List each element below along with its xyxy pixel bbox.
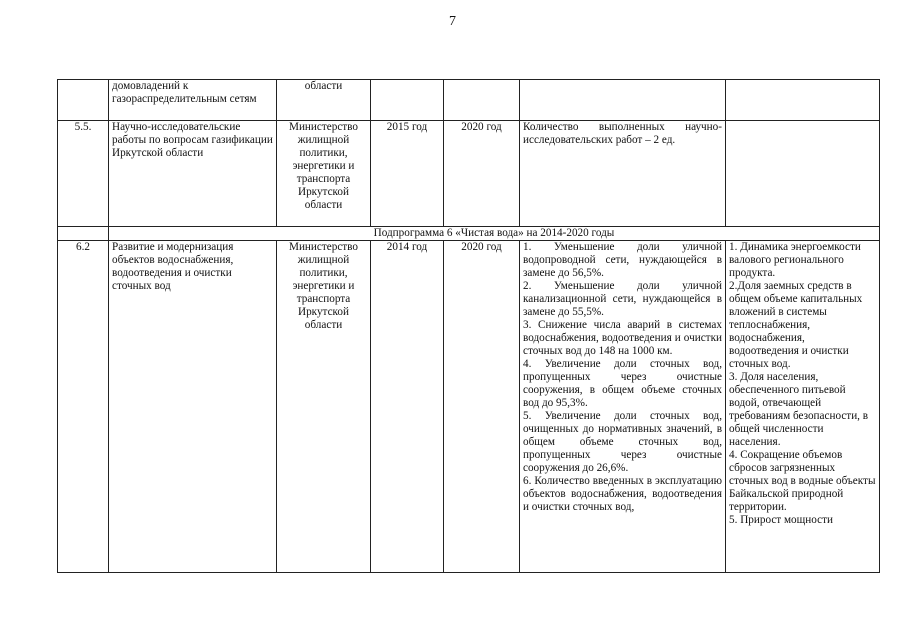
end-year: [444, 80, 520, 121]
result-item: 1. Уменьшение доли уличной водопроводной сети, нуждающейся в замене до 56,5%.: [523, 241, 722, 279]
result-item: 5. Увеличение доли сточных вод, очищенных до нормативных значений, в общем объеме сточных вод, пропущенных через очистные сооружения до 26,6%.: [523, 410, 722, 474]
row-number: 6.2: [58, 241, 109, 573]
activity-name: Научно-исследовательские работы по вопросам газификации Иркутской области: [109, 121, 277, 227]
result-item: 3. Снижение числа аварий в системах водоснабжения, водоотведения и очистки сточных вод до 148 на 1000 км.: [523, 319, 722, 357]
result-item: 2. Уменьшение доли уличной канализационной сети, нуждающейся в замене до 55,5%.: [523, 280, 722, 318]
activity-name: Развитие и модернизация объектов водоснабжения, водоотведения и очистки сточных вод: [109, 241, 277, 573]
start-year: [371, 80, 444, 121]
indicator-item: 3. Доля населения, обеспеченного питьевой водой, отвечающей требованиям безопасности, в общей численности населения.: [729, 371, 869, 448]
end-year: 2020 год: [444, 121, 520, 227]
indicator-item: 5. Прирост мощности: [729, 514, 833, 526]
start-year: 2015 год: [371, 121, 444, 227]
expected-results: [520, 80, 726, 121]
expected-results: [520, 241, 726, 573]
target-indicators: [726, 80, 880, 121]
indicator-item: 4. Сокращение объемов сбросов загрязненных сточных вод в водные объекты Байкальской природной территории.: [729, 449, 876, 513]
row-number: [58, 80, 109, 121]
table-row: [58, 241, 880, 573]
responsible-ministry: области: [277, 80, 371, 121]
subprogram-title: Подпрограмма 6 «Чистая вода» на 2014-2020 годы: [109, 227, 880, 241]
target-indicators: [726, 121, 880, 227]
indicator-item: 2.Доля заемных средств в общем объеме капитальных вложений в системы теплоснабжения, водоснабжения, водоотведения и очистки сточных вод.: [729, 280, 863, 370]
table-row: [58, 80, 880, 121]
subprogram-header-row: [58, 227, 880, 241]
page-number: 7: [449, 14, 456, 29]
indicator-item: 1. Динамика энергоемкости валового регионального продукта.: [729, 241, 861, 279]
row-number-empty: [58, 227, 109, 241]
responsible-ministry: Министерство жилищной политики, энергетики и транспорта Иркутской области: [277, 241, 371, 573]
start-year: 2014 год: [371, 241, 444, 573]
target-indicators: [726, 241, 880, 573]
row-number: 5.5.: [58, 121, 109, 227]
activity-name: домовладений к газораспределительным сетям: [109, 80, 277, 121]
result-item: 4. Увеличение доли сточных вод, пропущенных через очистные сооружения, в общем объеме сточных вод до 95,3%.: [523, 358, 722, 409]
table-row: [58, 121, 880, 227]
end-year: 2020 год: [444, 241, 520, 573]
expected-results: Количество выполненных научно-исследовательских работ – 2 ед.: [520, 121, 726, 227]
program-table: [57, 79, 880, 573]
result-item: 6. Количество введенных в эксплуатацию объектов водоснабжения, водоотведения и очистки сточных вод,: [523, 475, 722, 513]
responsible-ministry: Министерство жилищной политики, энергетики и транспорта Иркутской области: [277, 121, 371, 227]
